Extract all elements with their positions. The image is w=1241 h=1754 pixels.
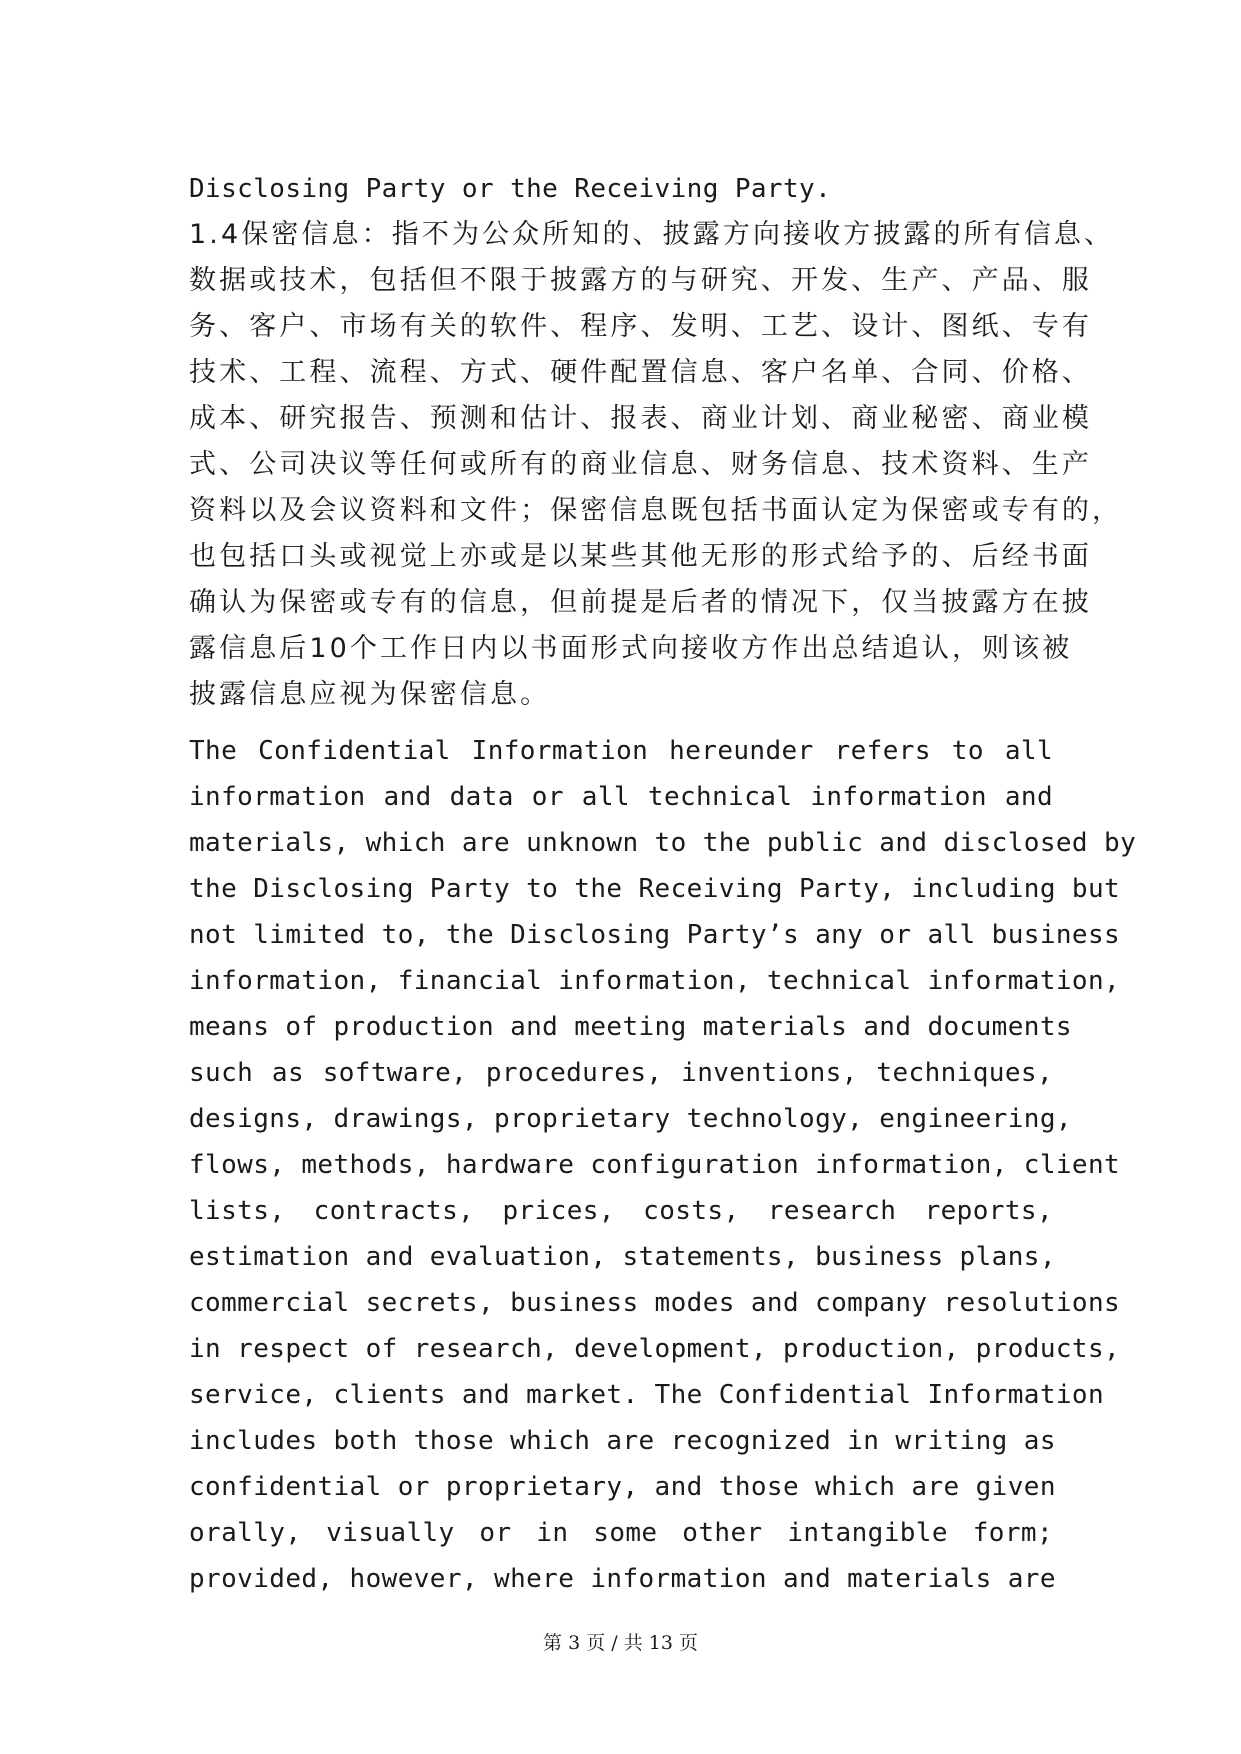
text-line: flows, methods, hardware configuration information, client (189, 1150, 1121, 1180)
text-line: The Confidential Information hereunder refers to all (189, 736, 1053, 766)
text-line: information and data or all technical information and (189, 782, 1053, 812)
text-line: 式、公司决议等任何或所有的商业信息、财务信息、技术资料、生产 (189, 449, 1092, 480)
text-line: materials, which are unknown to the public and disclosed by (189, 828, 1137, 858)
text-line: lists, contracts, prices, costs, research reports, (189, 1196, 1053, 1226)
text-line: such as software, procedures, inventions, techniques, (189, 1058, 1053, 1088)
document-body (189, 166, 1137, 1602)
text-line: the Disclosing Party to the Receiving Party, including but (189, 874, 1121, 904)
text-line: provided, however, where information and materials are (189, 1564, 1056, 1594)
text-line: 数据或技术，包括但不限于披露方的与研究、开发、生产、产品、服 (189, 265, 1092, 296)
text-line: information, financial information, technical information, (189, 966, 1121, 996)
page-number-footer: 第 3 页 / 共 13 页 (543, 1632, 698, 1654)
text-line: Disclosing Party or the Receiving Party. (189, 174, 832, 204)
text-line: includes both those which are recognized in writing as (189, 1426, 1056, 1456)
text-line: 露信息后10个工作日内以书面形式向接收方作出总结追认，则该被 (189, 633, 1073, 664)
text-line: not limited to, the Disclosing Party’s any or all business (189, 920, 1121, 950)
text-line: means of production and meeting materials and documents (189, 1012, 1072, 1042)
text-line: 1.4保密信息：指不为公众所知的、披露方向接收方披露的所有信息、 (189, 219, 1115, 250)
text-line: 务、客户、市场有关的软件、程序、发明、工艺、设计、图纸、专有 (189, 311, 1092, 342)
text-line: designs, drawings, proprietary technology, engineering, (189, 1104, 1072, 1134)
text-line: service, clients and market. The Confidential Information (189, 1380, 1105, 1410)
text-line: 也包括口头或视觉上亦或是以某些其他无形的形式给予的、后经书面 (189, 541, 1092, 572)
text-line: orally, visually or in some other intangible form; (189, 1518, 1053, 1548)
text-line: 确认为保密或专有的信息，但前提是后者的情况下，仅当披露方在披 (189, 587, 1092, 618)
text-line: 成本、研究报告、预测和估计、报表、商业计划、商业秘密、商业模 (189, 403, 1092, 434)
text-line: confidential or proprietary, and those which are given (189, 1472, 1056, 1502)
text-line: 技术、工程、流程、方式、硬件配置信息、客户名单、合同、价格、 (189, 357, 1092, 388)
text-line: 披露信息应视为保密信息。 (189, 679, 551, 710)
text-line: estimation and evaluation, statements, business plans, (189, 1242, 1056, 1272)
text-line: in respect of research, development, production, products, (189, 1334, 1121, 1364)
text-line: 资料以及会议资料和文件；保密信息既包括书面认定为保密或专有的， (189, 495, 1123, 526)
text-line: commercial secrets, business modes and company resolutions (189, 1288, 1121, 1318)
